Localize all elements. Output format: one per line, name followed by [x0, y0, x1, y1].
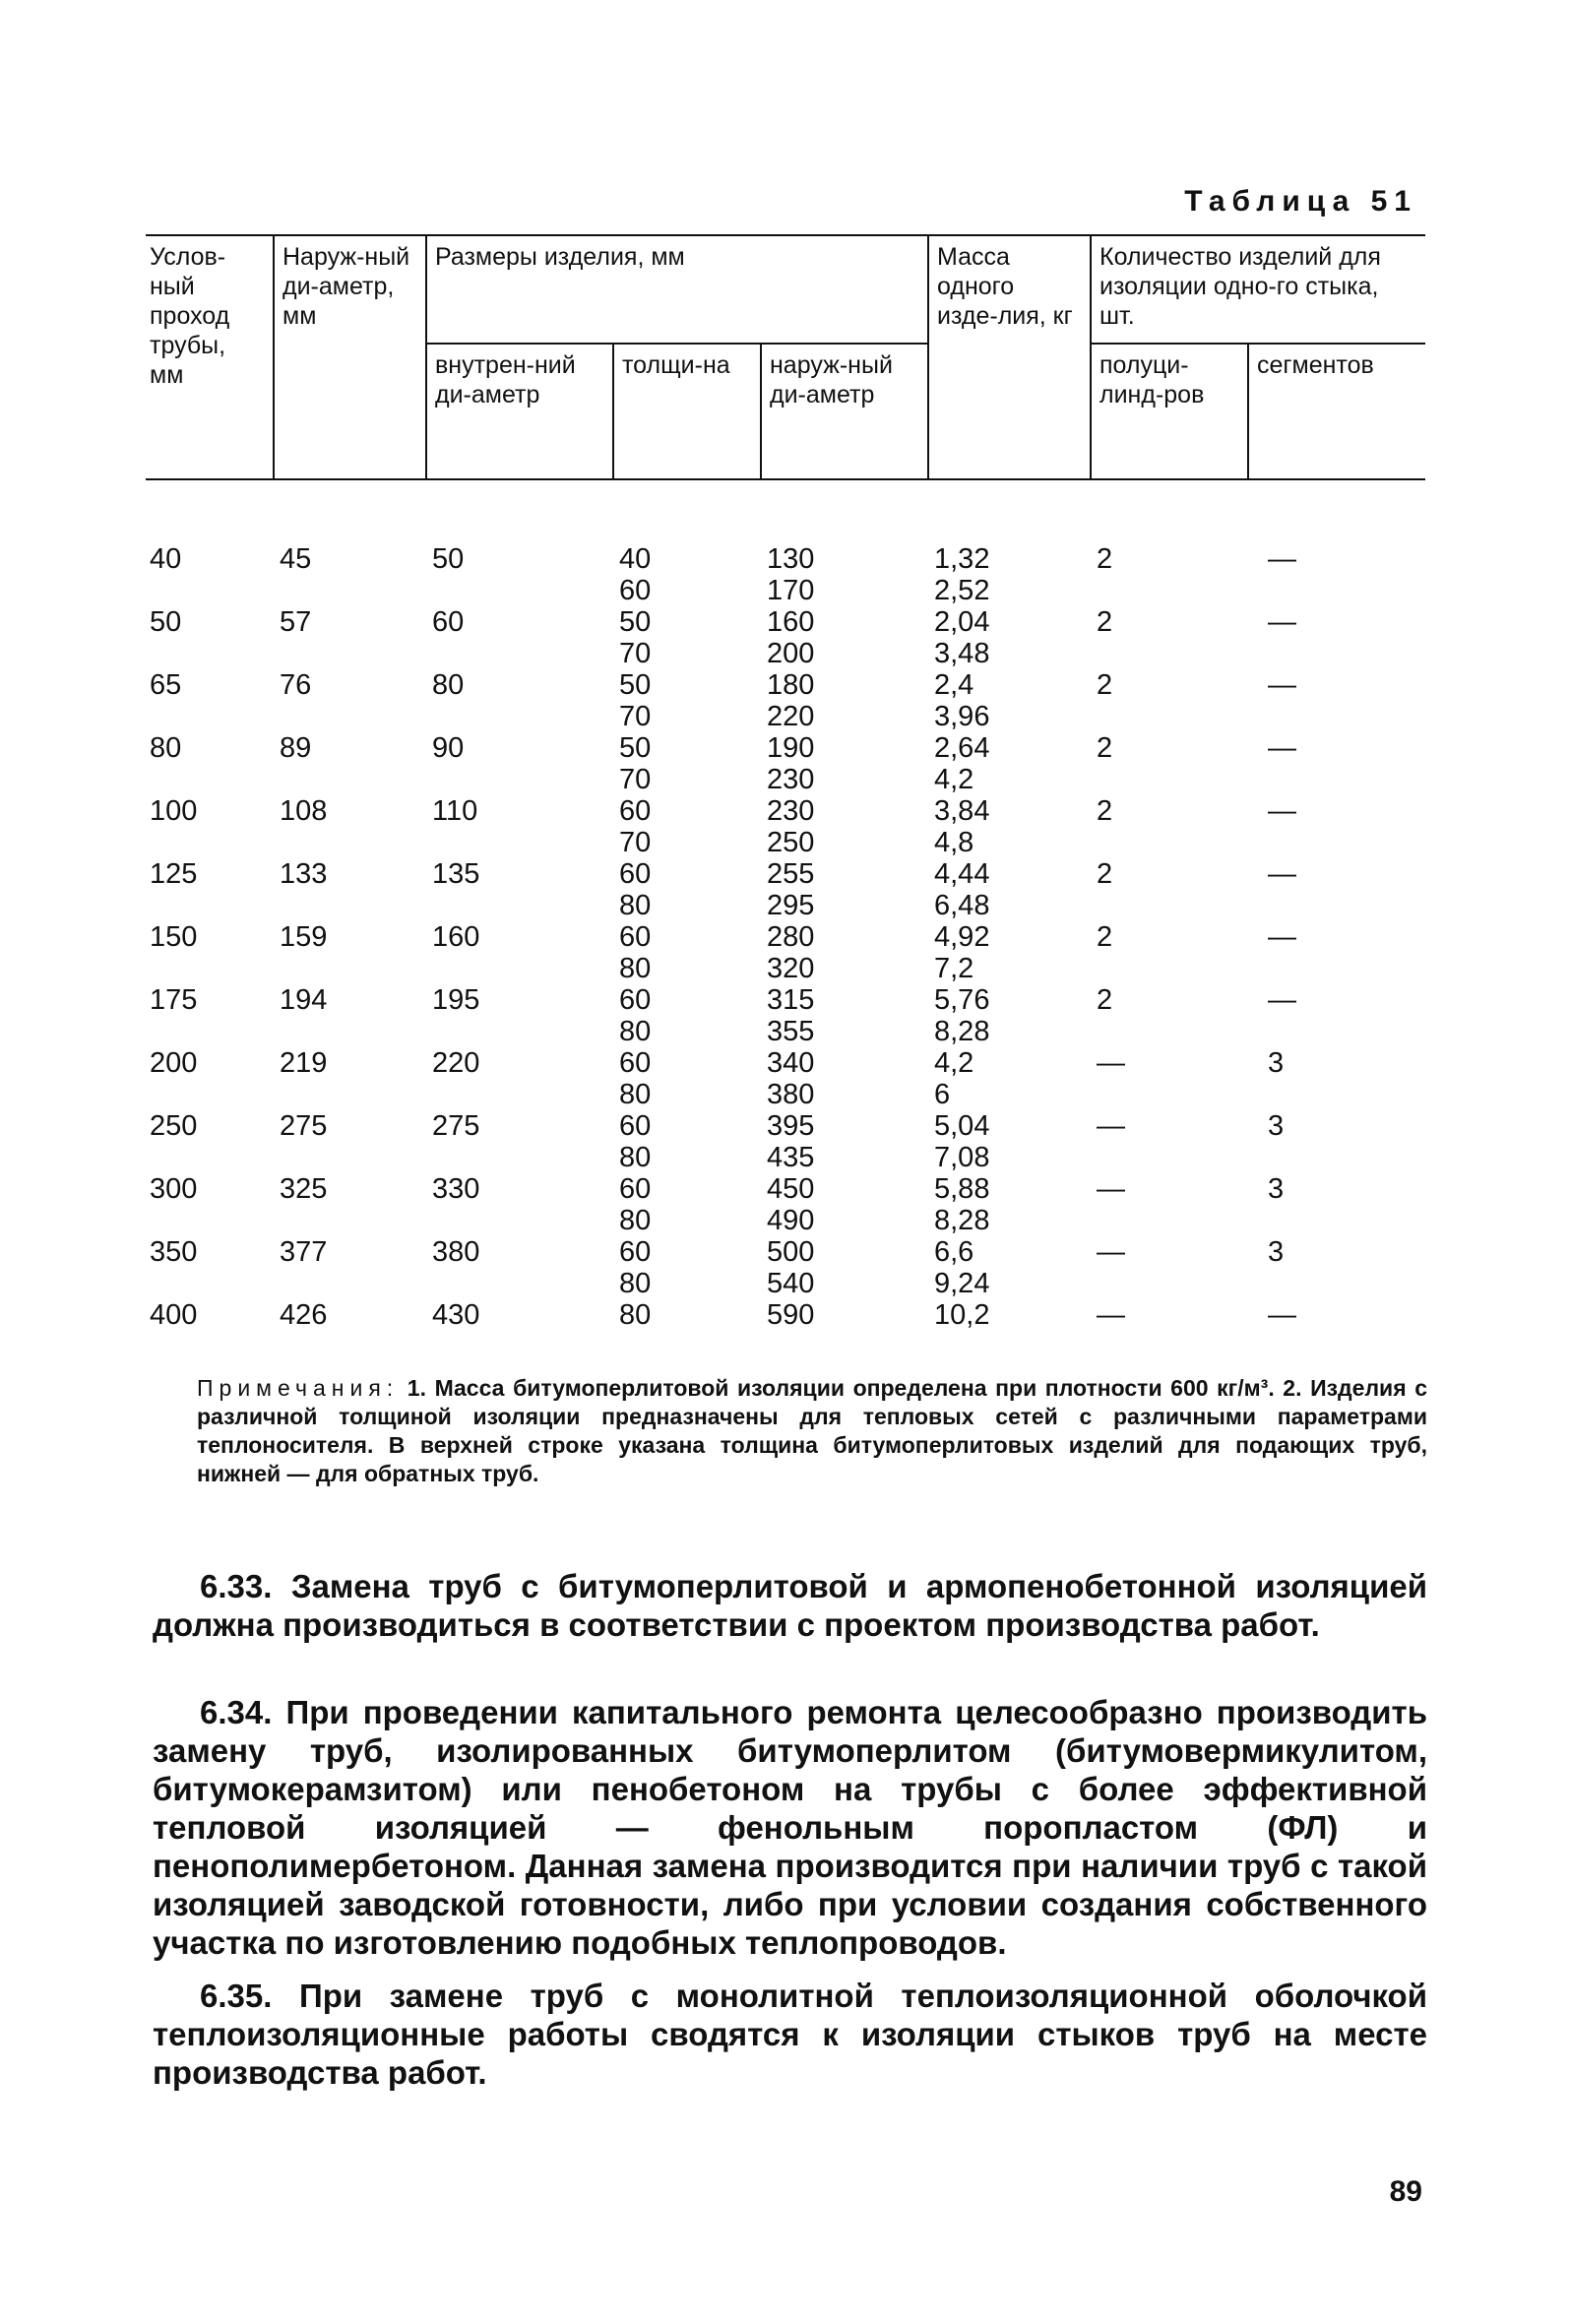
cell-segments: —: [1268, 1299, 1296, 1331]
cell-product-outer-diameter-line: 230: [767, 764, 815, 795]
cell-thickness-line: 50: [619, 732, 652, 764]
cell-mass: [928, 858, 1091, 921]
cell-product-outer-diameter: [761, 921, 928, 984]
cell-inner-diameter: 50: [432, 543, 465, 575]
cell-product-outer-diameter: [761, 984, 928, 1047]
cell-mass: [928, 795, 1091, 858]
cell-half-cylinders: —: [1097, 1299, 1125, 1331]
cell-inner-diameter: 195: [432, 984, 480, 1016]
cell-segments: —: [1268, 984, 1296, 1016]
cell-outer-diameter: 325: [280, 1173, 328, 1205]
cell-half-cylinders: —: [1097, 1047, 1125, 1079]
cell-product-outer-diameter-line: 340: [767, 1047, 815, 1079]
cell-thickness-line: 80: [619, 890, 652, 921]
cell-thickness-line: 80: [619, 1299, 652, 1331]
cell-outer-diameter: 377: [280, 1236, 328, 1268]
cell-outer-diameter: 133: [280, 858, 328, 890]
cell-product-outer-diameter-line: 200: [767, 638, 815, 669]
cell-nominal-diameter: 150: [150, 921, 198, 953]
cell-segments: —: [1268, 858, 1296, 890]
table-row: [146, 858, 1425, 921]
cell-nominal-diameter: 65: [150, 669, 182, 701]
cell-nominal-diameter: 125: [150, 858, 198, 890]
cell-inner-diameter: 430: [432, 1299, 480, 1331]
table-row: [146, 543, 1425, 606]
cell-thickness-line: 80: [619, 1268, 652, 1299]
cell-thickness-line: 80: [619, 1142, 652, 1173]
cell-outer-diameter: 108: [280, 795, 328, 827]
cell-product-outer-diameter-line: 160: [767, 606, 815, 638]
cell-mass-line: 2,64: [934, 732, 990, 764]
cell-product-outer-diameter-line: 380: [767, 1079, 815, 1110]
cell-product-outer-diameter-line: 315: [767, 984, 815, 1016]
cell-product-outer-diameter-line: 435: [767, 1142, 815, 1173]
cell-product-outer-diameter: [761, 1236, 928, 1299]
cell-product-outer-diameter-line: 180: [767, 669, 815, 701]
cell-segments: 3: [1268, 1047, 1285, 1079]
cell-thickness-line: 60: [619, 984, 652, 1016]
paragraph-6-33: [153, 1567, 1427, 1644]
cell-outer-diameter: 76: [280, 669, 312, 701]
paragraph-text: При проведении капитального ремонта целесообразно производить замену труб, изолированных битумоперлитом (битумовермикулитом, битумокерамзитом) или пенобетоном на трубы с более эффективной тепловой изоляцией — фенольным поропластом (ФЛ) и пенополимербетоном. Данная замена производится при наличии труб с такой изоляцией заводской готовности, либо при условии создания собственного участка по изготовлению подобных теплопроводов.: [153, 1694, 1427, 1961]
cell-product-outer-diameter-line: 490: [767, 1205, 815, 1236]
cell-product-outer-diameter-line: 450: [767, 1173, 815, 1205]
cell-outer-diameter: 275: [280, 1110, 328, 1142]
cell-outer-diameter: 45: [280, 543, 312, 575]
header-inner-diameter: внутрен-ний ди-аметр: [426, 344, 613, 479]
cell-inner-diameter: 90: [432, 732, 465, 764]
cell-segments: 3: [1268, 1236, 1285, 1268]
cell-nominal-diameter: 50: [150, 606, 182, 638]
cell-thickness-line: 60: [619, 858, 652, 890]
cell-segments: 3: [1268, 1110, 1285, 1142]
cell-product-outer-diameter: [761, 1110, 928, 1173]
table-row: [146, 1173, 1425, 1236]
paragraph-6-35: [153, 1977, 1427, 2092]
cell-nominal-diameter: 175: [150, 984, 198, 1016]
cell-half-cylinders: 2: [1097, 795, 1113, 827]
cell-inner-diameter: 135: [432, 858, 480, 890]
header-nominal-diameter: Услов-ный проход трубы, мм: [146, 235, 274, 479]
header-segments: сегментов: [1248, 344, 1425, 479]
cell-nominal-diameter: 300: [150, 1173, 198, 1205]
table-row: [146, 984, 1425, 1047]
cell-thickness: [613, 1110, 761, 1173]
cell-thickness: [613, 984, 761, 1047]
cell-thickness-line: 70: [619, 638, 652, 669]
cell-product-outer-diameter: [761, 669, 928, 732]
cell-thickness: [613, 732, 761, 795]
header-thickness: толщи-на: [613, 344, 761, 479]
cell-thickness-line: 60: [619, 1047, 652, 1079]
cell-mass-line: 4,8: [934, 827, 974, 858]
cell-mass: [928, 1110, 1091, 1173]
cell-mass: [928, 669, 1091, 732]
cell-thickness-line: 60: [619, 575, 652, 606]
page-number: 89: [1389, 2175, 1422, 2208]
cell-mass: [928, 1236, 1091, 1299]
cell-mass-line: 3,96: [934, 701, 990, 732]
cell-segments: —: [1268, 795, 1296, 827]
cell-segments: —: [1268, 606, 1296, 638]
cell-product-outer-diameter-line: 250: [767, 827, 815, 858]
cell-outer-diameter: 219: [280, 1047, 328, 1079]
cell-mass: [928, 543, 1091, 606]
header-product-count: Количество изделий для изоляции одно-го стыка, шт.: [1091, 235, 1425, 344]
cell-mass-line: 6: [934, 1079, 951, 1110]
cell-nominal-diameter: 350: [150, 1236, 198, 1268]
cell-mass-line: 5,88: [934, 1173, 990, 1205]
cell-thickness: [613, 858, 761, 921]
cell-inner-diameter: 380: [432, 1236, 480, 1268]
cell-half-cylinders: 2: [1097, 606, 1113, 638]
cell-half-cylinders: —: [1097, 1236, 1125, 1268]
cell-segments: 3: [1268, 1173, 1285, 1205]
cell-inner-diameter: 160: [432, 921, 480, 953]
cell-product-outer-diameter-line: 355: [767, 1016, 815, 1047]
cell-mass-line: 7,08: [934, 1142, 990, 1173]
cell-mass-line: 5,04: [934, 1110, 990, 1142]
cell-product-outer-diameter: [761, 795, 928, 858]
cell-mass-line: 9,24: [934, 1268, 990, 1299]
table-row: [146, 1299, 1425, 1362]
paragraph-number: 6.33.: [200, 1568, 273, 1604]
cell-thickness-line: 60: [619, 1236, 652, 1268]
cell-product-outer-diameter: [761, 1173, 928, 1236]
cell-nominal-diameter: 200: [150, 1047, 198, 1079]
cell-inner-diameter: 220: [432, 1047, 480, 1079]
cell-mass-line: 10,2: [934, 1299, 990, 1331]
cell-product-outer-diameter-line: 130: [767, 543, 815, 575]
table-row: [146, 921, 1425, 984]
cell-product-outer-diameter: [761, 606, 928, 669]
cell-product-outer-diameter-line: 220: [767, 701, 815, 732]
cell-product-outer-diameter: [761, 543, 928, 606]
cell-half-cylinders: 2: [1097, 543, 1113, 575]
cell-nominal-diameter: 40: [150, 543, 182, 575]
cell-mass-line: 8,28: [934, 1016, 990, 1047]
notes-text: 1. Масса битумоперлитовой изоляции определена при плотности 600 кг/м³. 2. Изделия с различной толщиной изоляции предназначены для тепловых сетей с различными параметрами теплоносителя. В верхней строке указана толщина битумоперлитовых изделий для подающих труб, нижней — для обратных труб.: [197, 1375, 1428, 1486]
cell-mass-line: 4,92: [934, 921, 990, 953]
cell-half-cylinders: —: [1097, 1110, 1125, 1142]
cell-product-outer-diameter: [761, 732, 928, 795]
cell-segments: —: [1268, 732, 1296, 764]
cell-thickness: [613, 606, 761, 669]
cell-mass-line: 1,32: [934, 543, 990, 575]
cell-mass-line: 7,2: [934, 953, 974, 984]
cell-thickness-line: 80: [619, 953, 652, 984]
cell-thickness: [613, 1299, 761, 1362]
cell-nominal-diameter: 250: [150, 1110, 198, 1142]
cell-half-cylinders: 2: [1097, 732, 1113, 764]
cell-product-outer-diameter-line: 500: [767, 1236, 815, 1268]
cell-product-outer-diameter-line: 540: [767, 1268, 815, 1299]
cell-thickness-line: 70: [619, 764, 652, 795]
cell-nominal-diameter: 80: [150, 732, 182, 764]
cell-mass: [928, 921, 1091, 984]
cell-nominal-diameter: 400: [150, 1299, 198, 1331]
header-mass: Масса одного изде-лия, кг: [928, 235, 1091, 479]
table-notes: [197, 1374, 1427, 1488]
cell-inner-diameter: 110: [432, 795, 478, 827]
cell-product-outer-diameter-line: 190: [767, 732, 815, 764]
cell-nominal-diameter: 100: [150, 795, 198, 827]
table-row: [146, 606, 1425, 669]
cell-product-outer-diameter-line: 170: [767, 575, 815, 606]
cell-mass: [928, 732, 1091, 795]
cell-product-outer-diameter-line: 395: [767, 1110, 815, 1142]
cell-outer-diameter: 194: [280, 984, 328, 1016]
paragraph-number: 6.34.: [200, 1694, 273, 1730]
cell-half-cylinders: 2: [1097, 984, 1113, 1016]
cell-product-outer-diameter: [761, 1047, 928, 1110]
cell-thickness: [613, 669, 761, 732]
cell-thickness-line: 70: [619, 827, 652, 858]
cell-thickness-line: 60: [619, 795, 652, 827]
cell-segments: —: [1268, 543, 1296, 575]
cell-segments: —: [1268, 921, 1296, 953]
cell-inner-diameter: 60: [432, 606, 465, 638]
table-row: [146, 1110, 1425, 1173]
cell-thickness: [613, 1173, 761, 1236]
cell-thickness: [613, 1236, 761, 1299]
cell-mass-line: 2,04: [934, 606, 990, 638]
cell-half-cylinders: 2: [1097, 669, 1113, 701]
paragraph-text: При замене труб с монолитной теплоизоляционной оболочкой теплоизоляционные работы сводятся к изоляции стыков труб на месте производства работ.: [153, 1978, 1428, 2091]
cell-thickness-line: 50: [619, 669, 652, 701]
cell-half-cylinders: —: [1097, 1173, 1125, 1205]
cell-product-outer-diameter-line: 255: [767, 858, 815, 890]
notes-lead: Примечания:: [197, 1375, 400, 1401]
cell-mass-line: 5,76: [934, 984, 990, 1016]
table-row: [146, 1236, 1425, 1299]
cell-mass-line: 6,6: [934, 1236, 974, 1268]
cell-segments: —: [1268, 669, 1296, 701]
cell-thickness-line: 40: [619, 543, 652, 575]
table-51: [146, 234, 1425, 1362]
cell-mass: [928, 1299, 1091, 1362]
paragraph-number: 6.35.: [200, 1978, 273, 2014]
header-product-sizes: Размеры изделия, мм: [426, 235, 928, 344]
cell-mass-line: 2,4: [934, 669, 974, 701]
table-row: [146, 732, 1425, 795]
cell-thickness: [613, 921, 761, 984]
cell-thickness-line: 60: [619, 921, 652, 953]
cell-thickness-line: 70: [619, 701, 652, 732]
cell-outer-diameter: 426: [280, 1299, 328, 1331]
cell-product-outer-diameter-line: 320: [767, 953, 815, 984]
cell-product-outer-diameter-line: 230: [767, 795, 815, 827]
header-half-cylinders: полуци-линд-ров: [1091, 344, 1248, 479]
cell-mass: [928, 606, 1091, 669]
cell-half-cylinders: 2: [1097, 921, 1113, 953]
cell-thickness: [613, 543, 761, 606]
cell-outer-diameter: 159: [280, 921, 328, 953]
cell-mass-line: 3,84: [934, 795, 990, 827]
table-body: [146, 479, 1425, 1362]
cell-thickness: [613, 795, 761, 858]
cell-product-outer-diameter: [761, 1299, 928, 1362]
cell-outer-diameter: 57: [280, 606, 312, 638]
cell-inner-diameter: 275: [432, 1110, 480, 1142]
cell-thickness-line: 80: [619, 1016, 652, 1047]
cell-mass-line: 4,2: [934, 1047, 974, 1079]
header-product-outer-diameter: наруж-ный ди-аметр: [761, 344, 928, 479]
cell-thickness-line: 80: [619, 1205, 652, 1236]
cell-product-outer-diameter-line: 590: [767, 1299, 815, 1331]
cell-mass-line: 4,2: [934, 764, 974, 795]
header-outer-diameter: Наруж-ный ди-аметр, мм: [274, 235, 426, 479]
cell-outer-diameter: 89: [280, 732, 312, 764]
table-caption: Таблица 51: [1184, 185, 1417, 218]
cell-mass-line: 6,48: [934, 890, 990, 921]
cell-product-outer-diameter: [761, 858, 928, 921]
cell-mass-line: 2,52: [934, 575, 990, 606]
cell-product-outer-diameter-line: 295: [767, 890, 815, 921]
cell-mass-line: 3,48: [934, 638, 990, 669]
cell-mass: [928, 1173, 1091, 1236]
cell-mass-line: 8,28: [934, 1205, 990, 1236]
cell-thickness-line: 60: [619, 1110, 652, 1142]
cell-product-outer-diameter-line: 280: [767, 921, 815, 953]
table-row: [146, 669, 1425, 732]
cell-inner-diameter: 80: [432, 669, 465, 701]
cell-thickness-line: 60: [619, 1173, 652, 1205]
cell-inner-diameter: 330: [432, 1173, 480, 1205]
paragraph-text: Замена труб с битумоперлитовой и армопенобетонной изоляцией должна производиться в соответствии с проектом производства работ.: [153, 1568, 1427, 1643]
cell-thickness-line: 80: [619, 1079, 652, 1110]
cell-mass-line: 4,44: [934, 858, 990, 890]
cell-mass: [928, 984, 1091, 1047]
cell-half-cylinders: 2: [1097, 858, 1113, 890]
cell-thickness-line: 50: [619, 606, 652, 638]
cell-mass: [928, 1047, 1091, 1110]
table-row: [146, 1047, 1425, 1110]
table-row: [146, 795, 1425, 858]
cell-thickness: [613, 1047, 761, 1110]
paragraph-6-34: [153, 1693, 1427, 1962]
